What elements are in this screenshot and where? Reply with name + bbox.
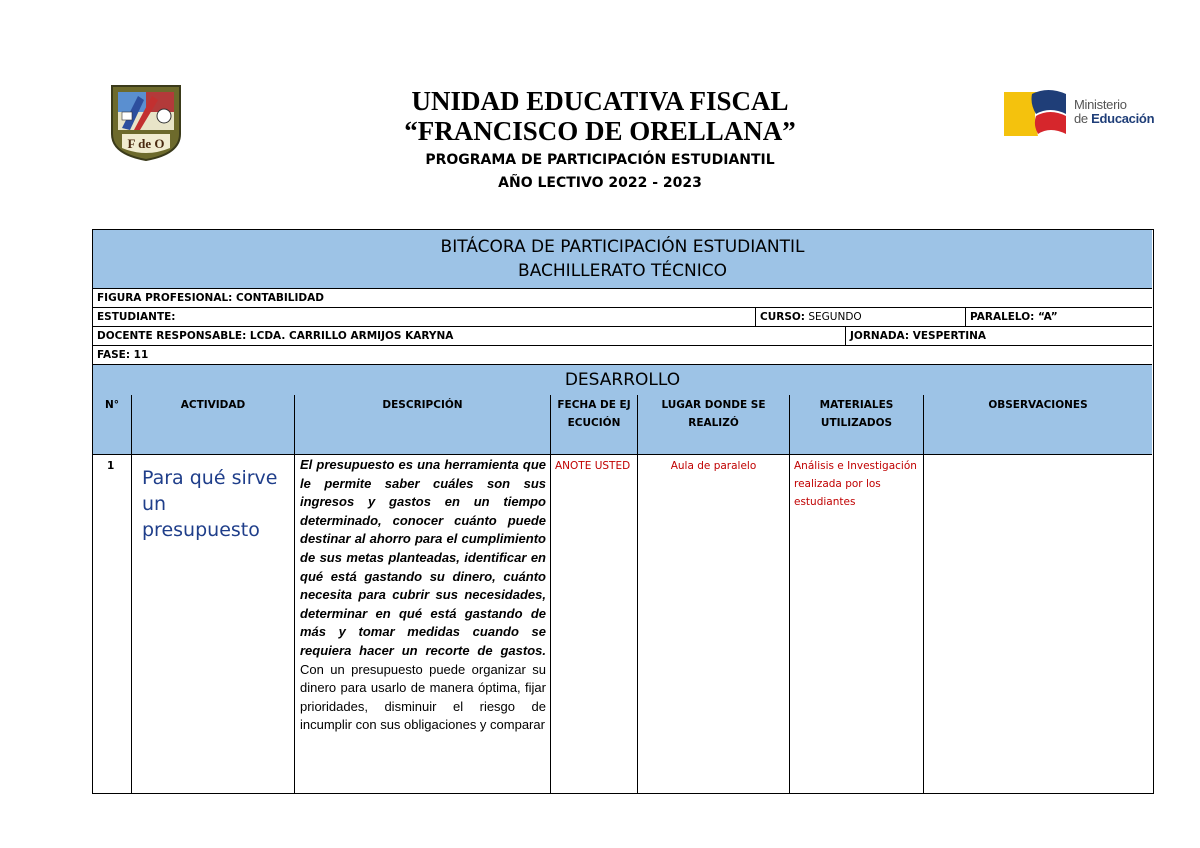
ministry-of-education-logo <box>1002 88 1162 144</box>
docente-responsable: DOCENTE RESPONSABLE: LCDA. CARRILLO ARMIJOS KARYNA <box>93 327 845 346</box>
col-header-observaciones: OBSERVACIONES <box>923 395 1152 455</box>
table-title-line1: BITÁCORA DE PARTICIPACIÓN ESTUDIANTIL <box>440 237 805 257</box>
curso-value: SEGUNDO <box>805 311 862 323</box>
execution-date: ANOTE USTED <box>550 455 637 793</box>
col-header-actividad: ACTIVIDAD <box>131 395 294 455</box>
fase-field: FASE: 11 <box>93 346 1152 365</box>
description-normal-text: Con un presupuesto puede organizar su dinero para usarlo de manera óptima, fijar prioridades, disminuir el riesgo de incumplir con sus obligaciones y comparar <box>300 661 546 733</box>
curso-field <box>755 308 965 327</box>
col-header-lugar: LUGAR DONDE SE REALIZÓ <box>637 395 789 455</box>
ministry-text-line1: Ministerio <box>1074 97 1127 112</box>
materials-used: Análisis e Investigación realizada por los estudiantes <box>789 455 923 793</box>
paralelo-field: PARALELO: “A” <box>965 308 1152 327</box>
observations <box>923 455 1152 793</box>
school-name-line2: “FRANCISCO DE ORELLANA” <box>404 116 796 146</box>
description-bold-text: El presupuesto es una herramienta que le permite saber cuáles son sus ingresos y gastos en un tiempo determinado, conocer cuánto puede destinar al ahorro para el cumplimiento de sus metas planteadas, identificar en qué está gastando su dinero, cuánto necesita para cubrir sus necesidades, determinar en qué está gastando de más y tomar medidas cuando se requiera hacer un recorte de gastos. <box>300 457 546 658</box>
program-title: PROGRAMA DE PARTICIPACIÓN ESTUDIANTIL <box>425 152 775 168</box>
school-year: AÑO LECTIVO 2022 - 2023 <box>498 175 702 191</box>
activity-title: Para qué sirve un presupuesto <box>131 455 294 793</box>
school-crest-logo <box>108 82 184 162</box>
table-title-band <box>93 230 1152 289</box>
activity-location: Aula de paralelo <box>637 455 789 793</box>
col-header-num: N° <box>93 395 131 455</box>
participation-log-table <box>92 229 1154 794</box>
figura-profesional: FIGURA PROFESIONAL: CONTABILIDAD <box>93 289 1152 308</box>
desarrollo-title: DESARROLLO <box>93 365 1152 395</box>
col-header-materiales: MATERIALES UTILIZADOS <box>789 395 923 455</box>
activity-description <box>294 455 550 793</box>
ministry-flag-icon <box>1002 88 1068 140</box>
estudiante-label: ESTUDIANTE: <box>93 308 755 327</box>
school-name-line1: UNIDAD EDUCATIVA FISCAL <box>411 86 789 116</box>
curso-label: CURSO: <box>760 311 806 323</box>
col-header-fecha: FECHA DE EJECUCIÓN <box>550 395 637 455</box>
svg-text:F de O: F de O <box>127 136 165 151</box>
jornada-field: JORNADA: VESPERTINA <box>845 327 1152 346</box>
row-number: 1 <box>107 460 115 472</box>
ministry-text-prefix: de <box>1074 111 1092 126</box>
table-title-line2: BACHILLERATO TÉCNICO <box>518 261 727 281</box>
col-header-descripcion: DESCRIPCIÓN <box>294 395 550 455</box>
ministry-text-bold: Educación <box>1091 111 1155 126</box>
